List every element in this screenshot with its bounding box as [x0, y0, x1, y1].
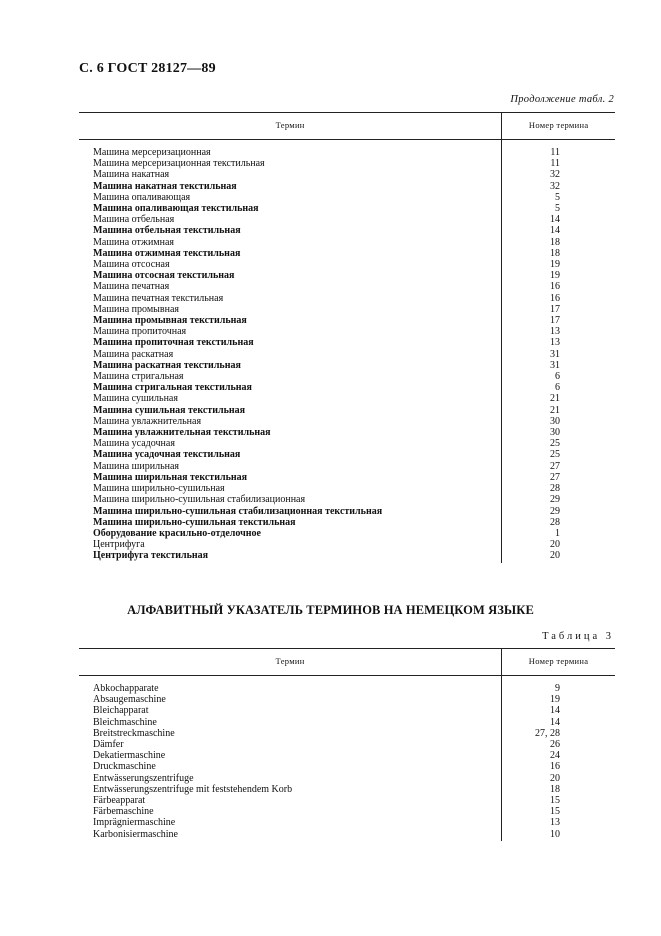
term-number-cell: 29 — [502, 506, 615, 517]
term-number-cell: 16 — [502, 281, 615, 292]
table-row — [79, 750, 615, 761]
term-cell: Färbemaschine — [93, 806, 154, 818]
term-number-cell: 30 — [502, 427, 615, 438]
table-row — [79, 349, 615, 360]
term-cell: Машина промывная — [93, 303, 179, 315]
term-number-cell: 16 — [502, 293, 615, 304]
table-row — [79, 739, 615, 750]
term-number-cell: 30 — [502, 416, 615, 427]
term-cell: Оборудование красильно-отделочное — [93, 527, 261, 539]
term-number-cell: 9 — [502, 676, 615, 695]
table-row — [79, 728, 615, 739]
table-row — [79, 214, 615, 225]
term-cell: Машина раскатная текстильная — [93, 359, 241, 371]
term-number-cell: 16 — [502, 761, 615, 772]
table-row — [79, 506, 615, 517]
table-row — [79, 694, 615, 705]
term-cell: Entwässerungszentrifuge mit feststehendem Korb — [93, 783, 293, 795]
term-number-cell: 17 — [502, 304, 615, 315]
table-row — [79, 192, 615, 203]
term-cell: Машина печатная текстильная — [93, 292, 224, 304]
table-row — [79, 705, 615, 716]
term-cell: Центрифуга — [93, 539, 145, 551]
table-row — [79, 427, 615, 438]
term-number-cell: 31 — [502, 349, 615, 360]
table-row — [79, 337, 615, 348]
table-header-row — [79, 113, 615, 140]
term-number-cell: 5 — [502, 192, 615, 203]
term-cell: Машина усадочная текстильная — [93, 449, 241, 461]
term-cell: Машина ширильная текстильная — [93, 471, 248, 483]
term-number-cell: 28 — [502, 483, 615, 494]
term-number-cell: 5 — [502, 203, 615, 214]
table-row — [79, 237, 615, 248]
term-number-cell: 27 — [502, 461, 615, 472]
term-cell: Karbonisiermaschine — [93, 828, 178, 840]
term-number-cell: 13 — [502, 817, 615, 828]
term-cell: Машина печатная — [93, 281, 170, 293]
table-row — [79, 371, 615, 382]
terms-table-2 — [79, 112, 615, 563]
term-cell: Машина накатная текстильная — [93, 180, 237, 192]
table-row — [79, 461, 615, 472]
term-number-cell: 18 — [502, 237, 615, 248]
term-number-cell: 20 — [502, 539, 615, 550]
term-cell: Машина опаливающая — [93, 191, 191, 203]
table-row — [79, 315, 615, 326]
table-row — [79, 472, 615, 483]
table-row — [79, 717, 615, 728]
table-row — [79, 438, 615, 449]
term-number-cell: 26 — [502, 739, 615, 750]
table-row — [79, 528, 615, 539]
term-number-cell: 14 — [502, 225, 615, 236]
term-cell: Машина накатная — [93, 169, 170, 181]
term-number-cell: 28 — [502, 517, 615, 528]
term-cell: Машина ширильно-сушильная — [93, 483, 225, 495]
term-cell: Машина отбельная — [93, 214, 175, 226]
term-cell: Färbeapparat — [93, 795, 146, 807]
term-cell: Машина увлажнительная текстильная — [93, 427, 271, 439]
term-cell: Машина усадочная — [93, 438, 175, 450]
column-header-term: Термин — [79, 649, 502, 676]
term-number-cell: 29 — [502, 494, 615, 505]
table-body — [79, 676, 615, 841]
table-row — [79, 829, 615, 841]
table-row — [79, 795, 615, 806]
term-cell: Dämfer — [93, 739, 124, 751]
term-cell: Машина отжимная текстильная — [93, 247, 241, 259]
term-number-cell: 25 — [502, 449, 615, 460]
term-number-cell: 14 — [502, 705, 615, 716]
term-cell: Машина мерсеризационная текстильная — [93, 158, 265, 170]
table-row — [79, 293, 615, 304]
column-header-term: Термин — [79, 113, 502, 140]
terms-table-3 — [79, 648, 615, 841]
term-number-cell: 27 — [502, 472, 615, 483]
term-cell: Машина промывная текстильная — [93, 315, 247, 327]
term-number-cell: 11 — [502, 140, 615, 159]
term-number-cell: 10 — [502, 829, 615, 841]
term-number-cell: 15 — [502, 806, 615, 817]
term-number-cell: 25 — [502, 438, 615, 449]
table-row — [79, 449, 615, 460]
term-number-cell: 11 — [502, 158, 615, 169]
table-row — [79, 761, 615, 772]
table-label: Таблица 3 — [542, 631, 614, 642]
term-number-cell: 20 — [502, 550, 615, 562]
table-row — [79, 225, 615, 236]
table-header-row — [79, 649, 615, 676]
term-cell: Druckmaschine — [93, 761, 156, 773]
term-number-cell: 24 — [502, 750, 615, 761]
term-number-cell: 21 — [502, 393, 615, 404]
table-row — [79, 259, 615, 270]
term-cell: Машина пропиточная — [93, 326, 187, 338]
table-row — [79, 784, 615, 795]
term-cell: Abkochapparate — [93, 683, 159, 694]
table-body — [79, 140, 615, 563]
term-cell: Машина отсосная — [93, 259, 170, 271]
term-cell: Bleichmaschine — [93, 716, 157, 728]
term-number-cell: 19 — [502, 694, 615, 705]
term-cell: Машина пропиточная текстильная — [93, 337, 254, 349]
term-cell: Dekatiermaschine — [93, 750, 166, 762]
term-cell: Машина мерсеризационная — [93, 147, 211, 158]
table-row — [79, 270, 615, 281]
table-row — [79, 416, 615, 427]
section-title: АЛФАВИТНЫЙ УКАЗАТЕЛЬ ТЕРМИНОВ НА НЕМЕЦКОМ ЯЗЫКЕ — [127, 603, 534, 617]
term-number-cell: 13 — [502, 337, 615, 348]
term-number-cell: 6 — [502, 382, 615, 393]
term-cell: Breitstreckmaschine — [93, 727, 175, 739]
table-row — [79, 676, 615, 695]
table-row — [79, 169, 615, 180]
term-cell: Absaugemaschine — [93, 694, 166, 706]
term-cell: Машина опаливающая текстильная — [93, 203, 259, 215]
term-cell: Машина сушильная текстильная — [93, 404, 246, 416]
term-number-cell: 18 — [502, 784, 615, 795]
table-row — [79, 158, 615, 169]
table-row — [79, 181, 615, 192]
table-row — [79, 393, 615, 404]
term-number-cell: 21 — [502, 405, 615, 416]
table-row — [79, 517, 615, 528]
term-number-cell: 13 — [502, 326, 615, 337]
table-row — [79, 248, 615, 259]
term-number-cell: 19 — [502, 259, 615, 270]
table-row — [79, 304, 615, 315]
term-cell: Imprägniermaschine — [93, 817, 176, 829]
column-header-number: Номер термина — [502, 113, 615, 140]
term-cell: Bleichapparat — [93, 705, 149, 717]
term-number-cell: 15 — [502, 795, 615, 806]
table-row — [79, 483, 615, 494]
term-cell: Машина стригальная — [93, 371, 184, 383]
term-cell: Машина ширильно-сушильная текстильная — [93, 516, 296, 528]
table-row — [79, 817, 615, 828]
table-row — [79, 494, 615, 505]
term-number-cell: 18 — [502, 248, 615, 259]
table-row — [79, 326, 615, 337]
table-continuation-label: Продолжение табл. 2 — [510, 94, 614, 105]
table-row — [79, 203, 615, 214]
term-number-cell: 32 — [502, 181, 615, 192]
column-header-number: Номер термина — [502, 649, 615, 676]
table-row — [79, 539, 615, 550]
term-cell: Машина ширильно-сушильная стабилизационная — [93, 494, 306, 506]
table-row — [79, 405, 615, 416]
term-cell: Машина отжимная — [93, 236, 175, 248]
term-number-cell: 31 — [502, 360, 615, 371]
table-row — [79, 281, 615, 292]
term-cell: Entwässerungszentrifuge — [93, 772, 194, 784]
term-number-cell: 19 — [502, 270, 615, 281]
table-row — [79, 360, 615, 371]
term-cell: Машина раскатная — [93, 348, 174, 360]
term-number-cell: 14 — [502, 214, 615, 225]
term-cell: Машина стригальная текстильная — [93, 382, 252, 394]
term-cell: Центрифуга текстильная — [93, 550, 209, 562]
table-row — [79, 806, 615, 817]
term-number-cell: 6 — [502, 371, 615, 382]
term-number-cell: 1 — [502, 528, 615, 539]
table-row — [79, 550, 615, 562]
page-header: С. 6 ГОСТ 28127—89 — [79, 61, 216, 76]
term-number-cell: 17 — [502, 315, 615, 326]
term-cell: Машина отсосная текстильная — [93, 270, 235, 282]
table-row — [79, 773, 615, 784]
term-number-cell: 27, 28 — [502, 728, 615, 739]
term-cell: Машина отбельная текстильная — [93, 225, 241, 237]
term-number-cell: 32 — [502, 169, 615, 180]
table-row — [79, 382, 615, 393]
term-cell: Машина увлажнительная — [93, 415, 202, 427]
term-cell: Машина сушильная — [93, 393, 178, 405]
term-cell: Машина ширильно-сушильная стабилизационная текстильная — [93, 505, 383, 517]
table-row — [79, 140, 615, 159]
term-number-cell: 14 — [502, 717, 615, 728]
term-cell: Машина ширильная — [93, 460, 180, 472]
term-number-cell: 20 — [502, 773, 615, 784]
